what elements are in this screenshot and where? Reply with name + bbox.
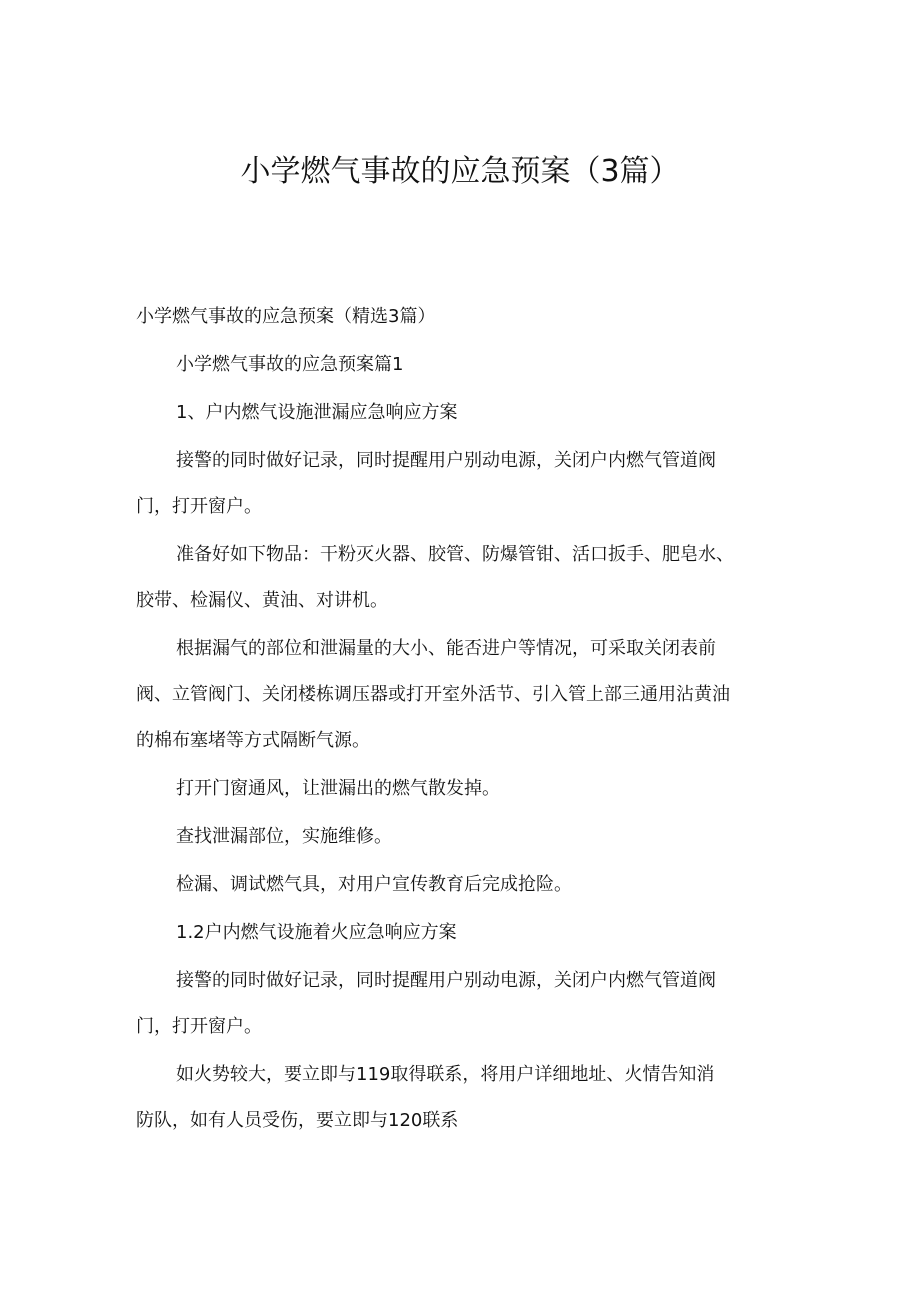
- paragraph-section-heading: [136, 353, 796, 377]
- paragraph-line: 胶带、检漏仪、黄油、对讲机。: [136, 590, 388, 611]
- paragraph-item-heading: [136, 401, 796, 425]
- paragraph-line: 防队，如有人员受伤，要立即与120联系: [136, 1110, 459, 1131]
- paragraph: [136, 449, 796, 519]
- paragraph-line: 检漏、调试燃气具，对用户宣传教育后完成抢险。: [176, 874, 572, 895]
- paragraph: [136, 873, 796, 897]
- paragraph-line: 接警的同时做好记录，同时提醒用户别动电源，关闭户内燃气管道阀: [176, 970, 716, 991]
- paragraph: [136, 969, 796, 1039]
- paragraph-line: 接警的同时做好记录，同时提醒用户别动电源，关闭户内燃气管道阀: [176, 450, 716, 471]
- paragraph-line: 1.2户内燃气设施着火应急响应方案: [176, 922, 457, 943]
- paragraph: [136, 1063, 796, 1133]
- paragraph-line: 门，打开窗户。: [136, 496, 262, 517]
- document-subtitle: 小学燃气事故的应急预案（精选3篇）: [136, 306, 436, 327]
- paragraph-item-heading: [136, 921, 796, 945]
- paragraph-line: 小学燃气事故的应急预案篇1: [176, 354, 404, 375]
- paragraph-line: 1、户内燃气设施泄漏应急响应方案: [176, 402, 458, 423]
- paragraph-line: 如火势较大，要立即与119取得联系，将用户详细地址、火情告知消: [176, 1064, 715, 1085]
- paragraph: [136, 777, 796, 801]
- paragraph-line: 根据漏气的部位和泄漏量的大小、能否进户等情况，可采取关闭表前: [176, 638, 716, 659]
- paragraph-line: 打开门窗通风，让泄漏出的燃气散发掉。: [176, 778, 500, 799]
- paragraph-line: 门，打开窗户。: [136, 1016, 262, 1037]
- paragraph-line: 准备好如下物品：干粉灭火器、胶管、防爆管钳、活口扳手、肥皂水、: [176, 544, 734, 565]
- document-body: [136, 305, 796, 1157]
- paragraph-line: 阀、立管阀门、关闭楼栋调压器或打开室外活节、引入管上部三通用沾黄油: [136, 684, 730, 705]
- paragraph: [136, 543, 796, 613]
- paragraph-line: 查找泄漏部位，实施维修。: [176, 826, 392, 847]
- document-title: 小学燃气事故的应急预案（3篇）: [240, 154, 680, 189]
- paragraph: [136, 825, 796, 849]
- paragraph: [136, 637, 796, 753]
- paragraph-line: 的棉布塞堵等方式隔断气源。: [136, 730, 370, 751]
